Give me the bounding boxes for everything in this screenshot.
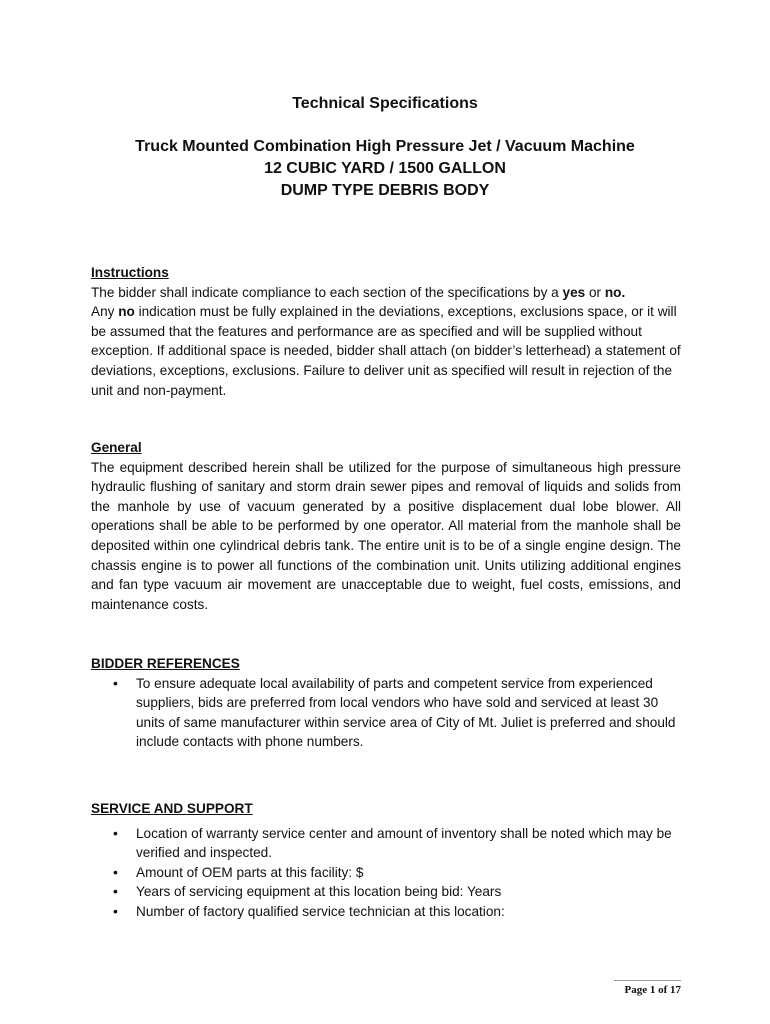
bidder-references-heading: BIDDER REFERENCES [91,656,240,671]
page-number: Page 1 of 17 [624,984,681,996]
instructions-text-b: indication must be fully explained in the deviations, exceptions, exclusions space, or it will be assumed that the features and performance are as specified and will be supplied without exception. If additional space is needed, bidder shall attach (on bidder’s letterhead) a statement of deviations, exceptions, exclusions. Failure to deliver unit as specified will result in rejection of the unit and non-payment. [91,304,681,398]
subtitle-line-3: DUMP TYPE DEBRIS BODY [280,182,490,199]
bidder-references-section [91,654,681,752]
instructions-text-a: The bidder shall indicate compliance to each section of the specifications by a [91,284,563,300]
list-item: • Location of warranty service center and amount of inventory shall be noted which may be verified and inspected. [91,824,681,863]
bidder-references-list [91,674,681,752]
any-word: Any [91,304,119,320]
service-support-list [91,824,681,922]
instructions-heading: Instructions [91,265,169,280]
list-item: • Years of servicing equipment at this location being bid: Years [91,882,681,902]
footer-divider [614,980,681,981]
subtitle-line-2: 12 CUBIC YARD / 1500 GALLON [264,160,506,177]
general-text: The equipment described herein shall be utilized for the purpose of simultaneous high pressure hydraulic flushing of sanitary and storm drain sewer pipes and removal of liquids and solids from the manhole by use of vacuum generated by a positive displacement dual lobe blower. All operations shall be able to be performed by one operator. All material from the manhole shall be deposited within one cylindrical debris tank. The entire unit is to be of a single engine design. The chassis engine is to power all functions of the combination unit. Units utilizing additional engines and fan type vacuum air movement are unacceptable due to weight, fuel costs, emissions, and maintenance costs. [91,459,681,612]
general-heading: General [91,440,142,455]
doc-title: Technical Specifications [292,95,478,112]
instructions-text [91,283,681,401]
instructions-section [91,263,681,400]
list-item: • To ensure adequate local availability of parts and competent service from experienced suppliers, bids are preferred from local vendors who have sold and serviced at least 30 units of same manufacturer within service area of City of Mt. Juliet is preferred and should include contacts with phone numbers. [91,674,681,752]
subtitle-line-1: Truck Mounted Combination High Pressure Jet / Vacuum Machine [135,138,635,155]
list-item: • Number of factory qualified service technician at this location: [91,902,681,922]
no-keyword-2: no [118,304,135,320]
general-section [91,438,681,614]
service-support-heading: SERVICE AND SUPPORT [91,801,253,816]
or-word: or [585,284,605,300]
list-item: • Amount of OEM parts at this facility: $ [91,863,681,883]
yes-keyword: yes [562,284,586,300]
service-support-section [91,799,681,922]
no-keyword: no. [604,284,626,300]
